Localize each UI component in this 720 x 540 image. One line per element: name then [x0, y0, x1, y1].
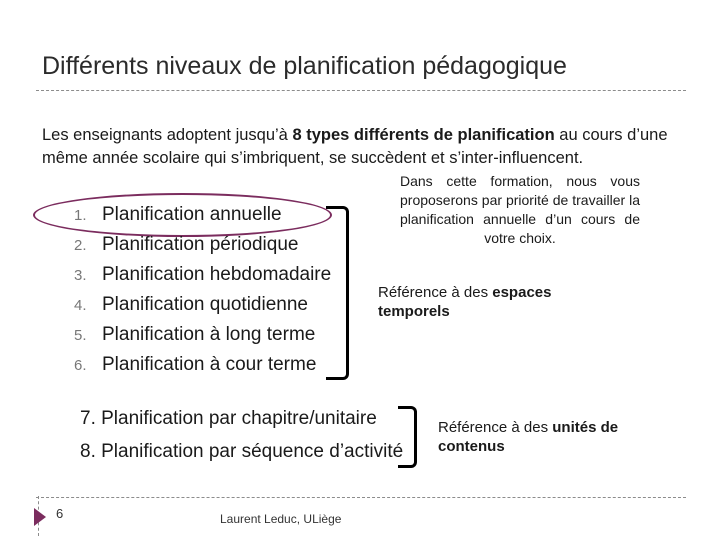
time-bracket — [326, 206, 349, 380]
intro-bold: 8 types différents de planification — [292, 126, 555, 144]
extra-item: 8. Planification par séquence d’activité — [80, 441, 404, 462]
intro-paragraph — [42, 124, 692, 170]
intro-text-1: Les enseignants adoptent jusqu’à — [42, 126, 293, 144]
list-item — [74, 200, 331, 230]
list-text: Planification à cour terme — [102, 354, 317, 375]
page-number: 6 — [56, 506, 64, 521]
list-number: 5. — [74, 327, 87, 344]
list-item — [74, 350, 331, 380]
list-number: 3. — [74, 267, 87, 284]
list-text: Planification annuelle — [102, 204, 282, 225]
play-arrow-icon — [34, 508, 46, 526]
author-credit: Laurent Leduc, ULiège — [220, 512, 342, 526]
slide-title: Différents niveaux de planification pédagogique — [42, 52, 567, 80]
title-divider — [36, 90, 686, 91]
list-text: Planification hebdomadaire — [102, 264, 332, 285]
content-ref-bold: unités de contenus — [438, 419, 619, 455]
priority-note: Dans cette formation, nous vous proposerons par priorité de travailler la planification annuelle d’un cours de votre choix. — [400, 173, 640, 246]
time-reference — [378, 283, 618, 321]
list-item — [74, 320, 331, 350]
list-text: Planification quotidienne — [102, 294, 308, 315]
time-ref-bold: espaces temporels — [378, 284, 552, 320]
list-number: 1. — [74, 207, 87, 224]
list-item — [74, 290, 331, 320]
content-ref-plain: Référence à des — [438, 419, 553, 436]
footer-divider — [36, 497, 686, 498]
content-reference — [438, 418, 668, 456]
time-ref-plain: Référence à des — [378, 284, 493, 301]
list-item — [74, 260, 331, 290]
list-text: Planification périodique — [102, 234, 299, 255]
list-number: 4. — [74, 297, 87, 314]
list-number: 2. — [74, 237, 87, 254]
intro-text-2: au cours d’une même année scolaire qui s’imbriquent, se succèdent et s’inter-influencent. — [42, 126, 668, 167]
planning-list — [74, 200, 331, 380]
content-bracket — [398, 406, 417, 468]
list-item — [74, 230, 331, 260]
extra-item: 7. Planification par chapitre/unitaire — [80, 408, 377, 429]
list-text: Planification à long terme — [102, 324, 316, 345]
list-number: 6. — [74, 357, 87, 374]
